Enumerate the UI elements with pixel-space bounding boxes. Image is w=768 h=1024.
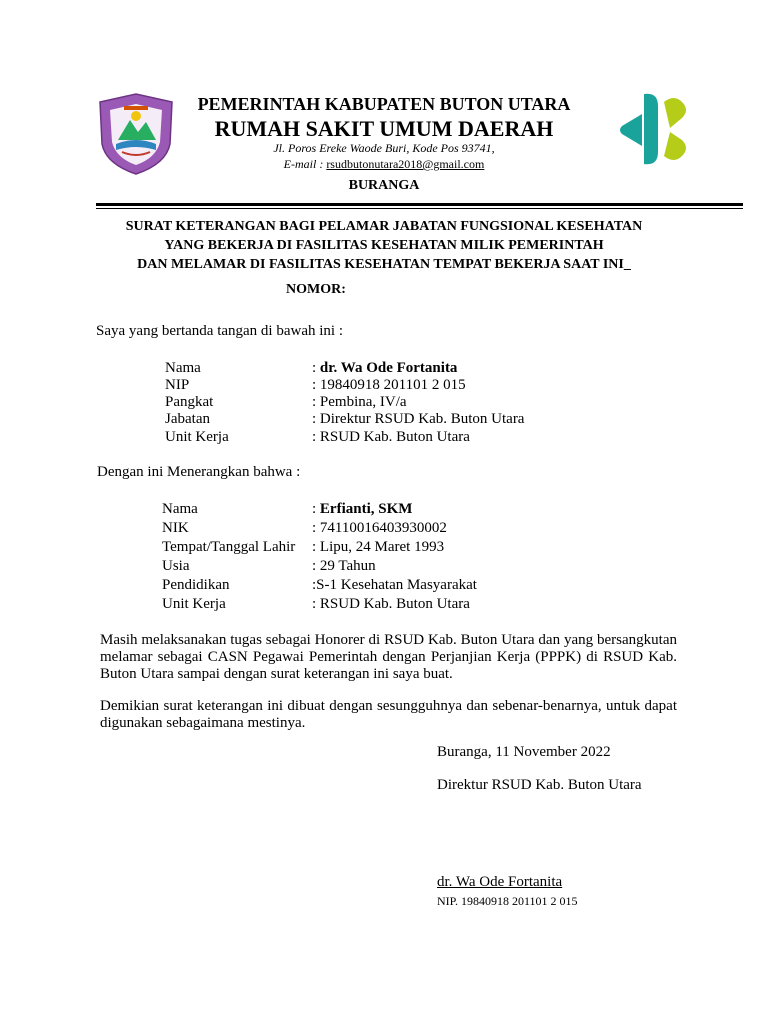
header-rule-thick [96, 203, 743, 206]
subject-unit-label: Unit Kerja [162, 596, 226, 612]
signer-unit-label: Unit Kerja [165, 429, 229, 445]
signer-nip-label: NIP [165, 377, 190, 393]
subject-name-label: Nama [162, 501, 198, 517]
header-rule-thin [96, 208, 743, 209]
email-label: E-mail : [283, 157, 327, 171]
subject-age-label: Usia [162, 558, 190, 574]
signer-name-value: : dr. Wa Ode Fortanita [312, 360, 458, 376]
subject-age-value: : 29 Tahun [312, 558, 376, 574]
signer-unit-value: : RSUD Kab. Buton Utara [312, 429, 470, 445]
signer-name-label: Nama [165, 360, 201, 376]
document-title-line-2: YANG BEKERJA DI FASILITAS KESEHATAN MILIK PEMERINTAH [164, 238, 604, 253]
hospital-name: RUMAH SAKIT UMUM DAERAH [214, 116, 554, 141]
signer-rank-label: Pangkat [165, 394, 214, 410]
subject-unit-value: : RSUD Kab. Buton Utara [312, 596, 470, 612]
signer-position-label: Jabatan [165, 411, 210, 427]
subject-nik-value: : 74110016403930002 [312, 520, 447, 536]
subject-nik-label: NIK [162, 520, 189, 536]
body-paragraph: Masih melaksanakan tugas sebagai Honorer di RSUD Kab. Buton Utara dan yang bersangkutan melamar sebagai CASN Pegawai Pemerintah dengan Perjanjian Kerja (PPPK) di RSUD Kab. Buton Utara sampai dengan surat keterangan ini saya buat. [100, 632, 677, 682]
signer-rank-value: : Pembina, IV/a [312, 394, 407, 410]
document-number-label: NOMOR: [286, 282, 346, 297]
signer-position-title: Direktur RSUD Kab. Buton Utara [437, 777, 642, 793]
subject-name-value: : Erfianti, SKM [312, 501, 413, 517]
statement-text: Dengan ini Menerangkan bahwa : [97, 464, 301, 480]
signer-signature-name: dr. Wa Ode Fortanita [437, 874, 563, 890]
subject-birth-value: : Lipu, 24 Maret 1993 [312, 539, 445, 555]
signer-position-value: : Direktur RSUD Kab. Buton Utara [312, 411, 525, 427]
place-date: Buranga, 11 November 2022 [437, 744, 611, 760]
subject-education-label: Pendidikan [162, 577, 230, 593]
email-address-link[interactable]: rsudbutonutara2018@gmail.com [326, 157, 485, 171]
government-name: PEMERINTAH KABUPATEN BUTON UTARA [197, 94, 571, 114]
signer-nip-footer: NIP. 19840918 201101 2 015 [437, 894, 578, 908]
city-name: BURANGA [348, 178, 420, 193]
document-title-line-1: SURAT KETERANGAN BAGI PELAMAR JABATAN FUNGSIONAL KESEHATAN [125, 219, 643, 234]
subject-education-value: :S-1 Kesehatan Masyarakat [312, 577, 477, 593]
hospital-address: Jl. Poros Ereke Waode Buri, Kode Pos 93741, [273, 141, 495, 155]
hospital-email-line [0, 157, 768, 172]
intro-text: Saya yang bertanda tangan di bawah ini : [96, 323, 344, 339]
subject-birth-label: Tempat/Tanggal Lahir [162, 539, 296, 555]
closing-paragraph: Demikian surat keterangan ini dibuat dengan sesungguhnya dan sebenar-benarnya, untuk dapat digunakan sebagaimana mestinya. [100, 698, 677, 731]
signer-nip-value: : 19840918 201101 2 015 [312, 377, 466, 393]
document-title-line-3: DAN MELAMAR DI FASILITAS KESEHATAN TEMPAT BEKERJA SAAT INI_ [137, 257, 631, 272]
